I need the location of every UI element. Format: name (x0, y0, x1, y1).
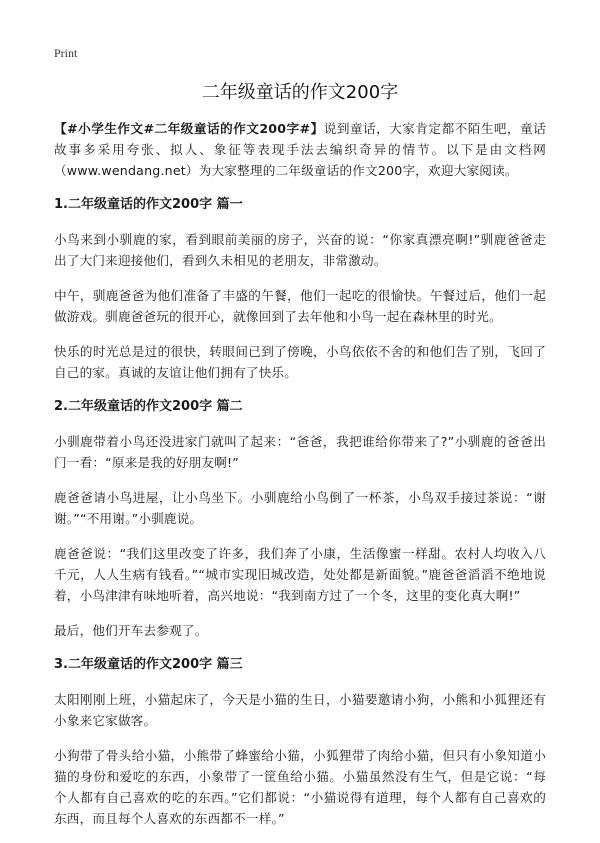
section-2-paragraph-1: 小驯鹿带着小鸟还没进家门就叫了起来：“爸爸，我把谁给你带来了?”小驯鹿的爸爸出门一看：“原来是我的好朋友啊!” (54, 434, 546, 470)
section-heading-1: 1.二年级童话的作文200字 篇一 (54, 197, 243, 212)
section-1-paragraph-2: 中午，驯鹿爸爸为他们准备了丰盛的午餐，他们一起吃的很愉快。午餐过后，他们一起做游戏。驯鹿爸爸玩的很开心，就像回到了去年他和小鸟一起在森林里的时光。 (54, 288, 546, 324)
intro-text: 说到童话，大家肯定都不陌生吧，童话故事多采用夸张、拟人、象征等表现手法去编织奇异的情节。以下是由文档网（www.wendang.net）为大家整理的二年级童话的作文200字，欢迎大家阅读。 (54, 121, 546, 178)
page-title: 二年级童话的作文200字 (201, 82, 399, 103)
intro-tag: 【#小学生作文#二年级童话的作文200字#】 (54, 121, 324, 136)
print-label: Print (54, 46, 78, 60)
section-3-paragraph-2: 小狗带了骨头给小猫，小熊带了蜂蜜给小猫，小狐狸带了肉给小猫，但只有小象知道小猫的身份和爱吃的东西，小象带了一筐鱼给小猫。小猫虽然没有生气，但是它说：“每个人都有自己喜欢的吃的东西。”它们都说：“小猫说得有道理，每个人都有自己喜欢的东西，而且每个人喜欢的东西都不一样。” (54, 748, 546, 826)
section-2-paragraph-4: 最后，他们开车去参观了。 (54, 623, 208, 638)
section-2-paragraph-2: 鹿爸爸请小鸟进屋，让小鸟坐下。小驯鹿给小鸟倒了一杯茶，小鸟双手接过茶说：“谢谢。”“不用谢。”小驯鹿说。 (54, 490, 546, 526)
section-heading-3: 3.二年级童话的作文200字 篇三 (54, 657, 243, 672)
section-1-paragraph-1: 小鸟来到小驯鹿的家，看到眼前美丽的房子，兴奋的说：“你家真漂亮啊!”驯鹿爸爸走出了大门来迎接他们，看到久未相见的老朋友，非常激动。 (54, 232, 546, 268)
section-heading-2: 2.二年级童话的作文200字 篇二 (54, 399, 243, 414)
document-body (54, 118, 546, 843)
section-1-paragraph-3: 快乐的时光总是过的很快，转眼间已到了傍晚，小鸟依依不舍的和他们告了别，飞回了自己的家。真诚的友谊让他们拥有了快乐。 (54, 344, 546, 380)
section-2-paragraph-3: 鹿爸爸说：“我们这里改变了许多，我们奔了小康，生活像蜜一样甜。农村人均收入八千元，人人生病有钱看。”“城市实现旧城改造，处处都是新面貌。”鹿爸爸滔滔不绝地说着，小鸟津津有味地听着，高兴地说：“我到南方过了一个冬，这里的变化真大啊!” (54, 546, 546, 603)
intro-paragraph (54, 118, 546, 181)
section-3-paragraph-1: 太阳刚刚上班，小猫起床了，今天是小猫的生日，小猫要邀请小狗，小熊和小狐狸还有小象来它家做客。 (54, 692, 546, 728)
